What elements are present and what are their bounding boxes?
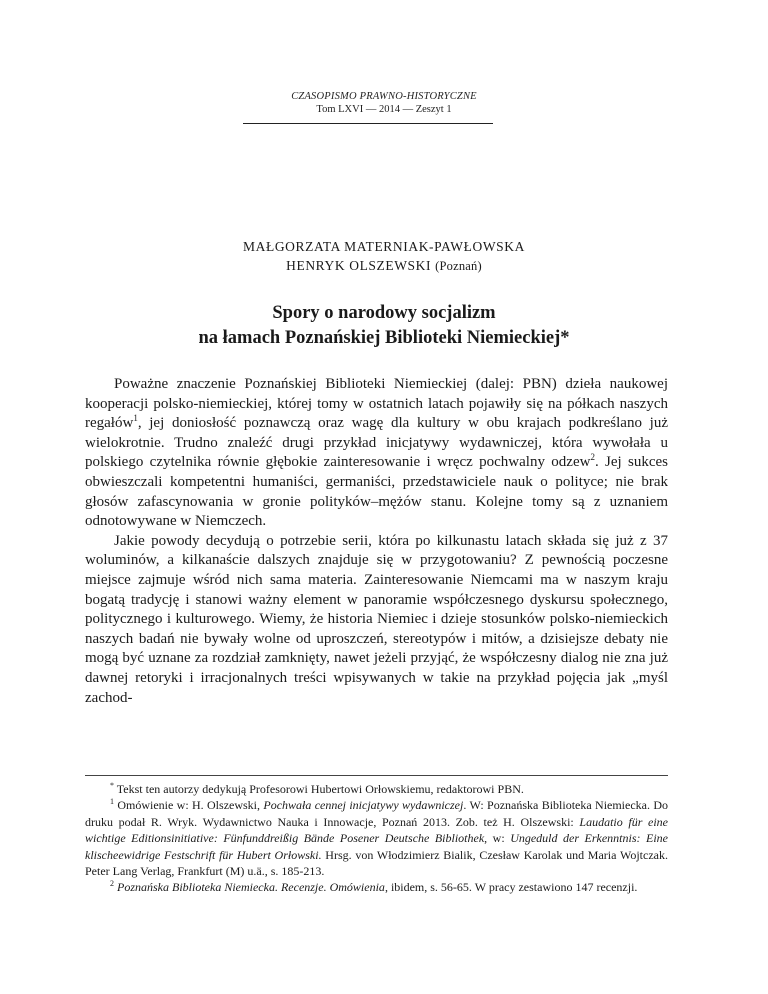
paragraph-1-part-a: Poważne znaczenie Poznańskiej Biblioteki Niemieckiej (dalej: PBN) dzieła naukowej kooperacji polsko-niemieckiej, której tomy w ostatnich latach pojawiły się na półkach naszych regałów [85, 376, 668, 432]
journal-name: CZASOPISMO PRAWNO-HISTORYCZNE [291, 91, 477, 102]
footnote-1-title-3: Ungeduld der Erkenntnis: Eine klischeewidrige Festschrift für Hubert Orłowski. [85, 831, 668, 862]
author-2: HENRYK OLSZEWSKI [286, 258, 432, 273]
footnote-1-title-1: Pochwała cennej inicjatywy wydawniczej [263, 798, 464, 813]
journal-volume: Tom LXVI — 2014 — Zeszyt 1 [316, 104, 452, 115]
article-title [0, 301, 768, 351]
authors-block [0, 237, 768, 276]
footnote-1-text-3: , w: [484, 831, 511, 846]
footnote-rule [85, 775, 668, 776]
footnote-ref-1[interactable]: 1 [133, 413, 138, 424]
footnote-1-mark: 1 [110, 797, 114, 807]
paragraph-2: Jakie powody decydują o potrzebie serii, która po kilkunastu latach składa się już z 37 woluminów, a kilkanaście dalszych znajduje się w przygotowaniu? Z pewnością poczesne miejsce zajmuje wśród nich sama materia. Zainteresowanie Niemcami ma w naszym kraju bogatą tradycję i stanowi ważny element w panoramie współczesnego dyskursu społecznego, politycznego i kulturowego. Wiemy, że historia Niemiec i dzieje stosunków polsko-niemieckich naszych badań nie bywały wolne od uproszczeń, stereotypów i mitów, a dzisiejsze debaty nie mogą być uznane za rozdział zamknięty, nawet jeżeli przyjąć, że współczesny dialog nie zna już dawnej retoryki i irracjonalnych treści wpisywanych w takie na przykład pojęcia jak „myśl zachod- [85, 532, 668, 706]
paragraph-1-part-c: . Jej sukces obwieszczali kompetentni humaniści, germaniści, przedstawiciele nauk o polityce; nie brak głosów zafascynowania w gronie polityków–mężów stanu. Kolejne tomy są z uznaniem odnotowywane w Niemczech. [85, 454, 668, 530]
footnote-1-text-1: Omówienie w: H. Olszewski, [114, 798, 264, 813]
header-rule [243, 123, 493, 124]
footnote-1-text-4: Hrsg. von Włodzimierz Bialik, Czesław Karolak und Maria Wojtczak. Peter Lang Verlag, Frankfurt (M) u.ä., s. 185-213. [85, 847, 668, 879]
footnote-1 [85, 797, 668, 879]
footnotes [85, 781, 668, 896]
footnote-2-title: Poznańska Biblioteka Niemiecka. Recenzje. Omówienia [114, 880, 385, 895]
footnote-1-text-2: . W: Poznańska Biblioteka Niemiecka. Do druku podał R. Wryk. Wydawnictwo Nauka i Innowacje, Poznań 2013. Zob. też H. Olszewski: [85, 798, 669, 829]
author-2-line [0, 256, 768, 276]
footnote-1-title-2: Laudatio für eine wichtige Editionsinitiative: Fünfunddreißig Bände Posener Deutsche Bibliothek [85, 814, 668, 846]
footnote-ref-2[interactable]: 2 [590, 452, 595, 463]
title-line-1: Spory o narodowy socjalizm [272, 303, 496, 323]
footnote-star-mark: * [110, 781, 114, 790]
article-body [85, 375, 668, 708]
footnote-2-mark: 2 [110, 879, 114, 889]
author-affiliation: (Poznań) [435, 259, 482, 273]
footnote-2-text: , ibidem, s. 56-65. W pracy zestawiono 147 recenzji. [384, 880, 638, 895]
footnote-2 [85, 879, 668, 895]
footnote-star-text: Tekst ten autorzy dedykują Profesorowi Hubertowi Orłowskiemu, redaktorowi PBN. [114, 782, 524, 796]
paragraph-1-part-b: , jej doniosłość poznawczą oraz wagę dla kultury w obu krajach podkreślano już wielokrotnie. Trudno znaleźć drugi przykład inicjatywy wydawniczej, która wywołała u polskiego czytelnika równie głębokie zainteresowanie i wręcz pochwalny odzew [85, 415, 668, 471]
footnote-star [85, 781, 668, 797]
title-line-2-text: na łamach Poznańskiej Biblioteki Niemieckiej [198, 328, 561, 348]
title-footnote-mark: * [560, 328, 570, 348]
title-line-2 [0, 326, 768, 351]
author-1: MAŁGORZATA MATERNIAK-PAWŁOWSKA [243, 239, 525, 254]
paragraph-1 [85, 375, 668, 532]
running-header [0, 90, 768, 116]
